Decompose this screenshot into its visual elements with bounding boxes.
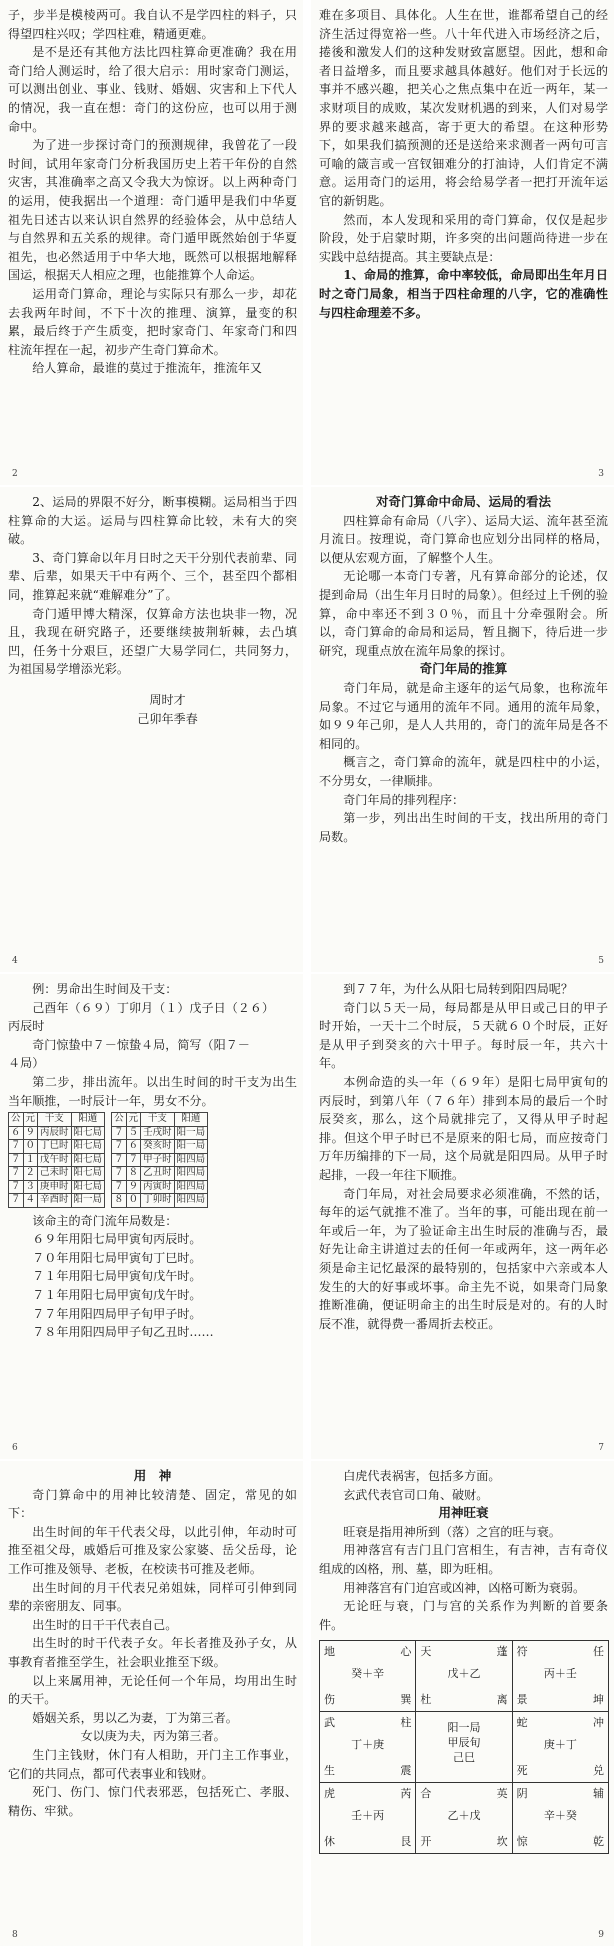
table-cell: 甲子时 xyxy=(141,1153,175,1167)
table-cell: 丙辰时 xyxy=(38,1126,72,1140)
column-header: 阳遁 xyxy=(174,1113,208,1127)
table-cell: 阳四局 xyxy=(174,1153,208,1167)
table-cell: ３ xyxy=(23,1180,38,1194)
table-cell: 丁巳时 xyxy=(38,1140,72,1154)
page-7 xyxy=(311,974,614,1459)
palace-door: 景 xyxy=(516,1692,528,1706)
palace-trigram: 乾 xyxy=(593,1834,604,1848)
table-cell: 阳四局 xyxy=(174,1194,208,1208)
paragraph: 3、奇门算命以年月日时之天干分别代表前辈、同辈、后辈，如果天干中有两个、三个，甚至四个都相同，推算起来就“难解难分”了。 xyxy=(8,550,297,602)
paragraph: 2、运局的界限不好分，断事模糊。运局相当于四柱算命的大运。运局与四柱算命比较，未有大的突破。 xyxy=(8,495,297,547)
paragraph: 奇门惊蛰中７－惊蛰４局，简写（阳７－ xyxy=(32,1037,250,1052)
table-cell: ７ xyxy=(112,1126,127,1140)
table-row xyxy=(9,1180,105,1194)
palace-cell-qian xyxy=(512,1783,608,1854)
paragraph: 丙辰时 xyxy=(8,1019,45,1034)
paragraph: 为了进一步探讨奇门的预测规律，我曾花了一段时间，试用年家奇门分析我国历史上若干年份的自然灾害，其准确率之高又令我大为惊讶。以上两种奇门的运用，使我据出一个道理：奇门遁甲是我们中华夏祖先日述古以来认识自然界的经验体会，从中总结人与自然界和五关系的规律。奇门遁甲既然始创于华夏祖先，也必然适用于中华大地，既然可以根据地解释国运，根据天人相应之理，也能推算个人命运。 xyxy=(8,138,297,283)
page-9 xyxy=(311,1461,614,1946)
table-row xyxy=(112,1180,208,1194)
page-6 xyxy=(0,974,303,1459)
page-6-content xyxy=(8,980,297,1342)
table-cell: 阳四局 xyxy=(174,1167,208,1181)
table-cell: 庚申时 xyxy=(38,1180,72,1194)
paragraph: 然而，本人发现和采用的奇门算命，仅仅是起步阶段，处于启蒙时期，许多突的出问题尚待进一步在实践中总结提高。其主要缺点是： xyxy=(319,212,608,264)
palace-star: 冲 xyxy=(593,1716,604,1730)
paragraph: 奇门以５天一局，每局都是从甲日或己日的甲子时开始，一天十二个时辰，５天就６０个时辰，正好是从甲子到癸亥的六十甲子。每时辰一年，共六十年。 xyxy=(319,1000,608,1071)
annual-cycle-tables xyxy=(8,1112,297,1208)
table-cell: 阳一局 xyxy=(174,1140,208,1154)
table-row xyxy=(9,1140,105,1154)
list-item: ７１年用阳七局甲寅旬戊午时。 xyxy=(32,1269,202,1284)
page-4-content xyxy=(8,493,297,728)
palace-cell-center xyxy=(416,1712,512,1783)
paragraph: 奇门年局的排列程序： xyxy=(343,792,465,807)
paragraph: 1、命局的推算，命中率较低，命局即出生年月日时之奇门局象，相当于四柱命理的八字，它的准确性与四柱命理差不多。 xyxy=(319,268,608,320)
palace-row xyxy=(320,1783,609,1854)
paragraph: 第一步，列出出生时间的干支，找出所用的奇门局数。 xyxy=(319,811,608,844)
table-cell: 壬戌时 xyxy=(141,1126,175,1140)
table-cell: ７ xyxy=(112,1153,127,1167)
table-row xyxy=(112,1140,208,1154)
palace-deity: 虎 xyxy=(324,1787,335,1801)
palace-star: 任 xyxy=(593,1645,604,1659)
annual-bureau-list xyxy=(8,1212,297,1342)
palace-deity: 蛇 xyxy=(516,1716,528,1730)
table-cell: ７ xyxy=(9,1140,24,1154)
cycle-table-right xyxy=(111,1112,208,1208)
palace-door: 开 xyxy=(420,1834,432,1848)
table-cell: ６ xyxy=(9,1126,24,1140)
palace-stems: 辛＋癸 xyxy=(543,1809,577,1823)
paragraph: 生门主钱财，休门有人相助，开门主工作事业，它们的共同点，都可代表事业和钱财。 xyxy=(8,1747,297,1781)
table-cell: 阳四局 xyxy=(174,1180,208,1194)
section-heading: 用神旺衰 xyxy=(438,1505,489,1521)
palace-deity: 符 xyxy=(516,1645,528,1659)
table-cell: ７ xyxy=(9,1180,24,1194)
palace-stems: 庚＋丁 xyxy=(543,1738,577,1752)
palace-door: 伤 xyxy=(324,1692,335,1706)
table-header-row xyxy=(9,1113,105,1127)
paragraph: 死门、伤门、惊门代表邪恶，包括死亡、孝服、精伤、牢狱。 xyxy=(8,1785,297,1818)
palace-stems: 丁＋庚 xyxy=(351,1738,385,1752)
table-cell: ０ xyxy=(126,1194,141,1208)
table-cell: ７ xyxy=(9,1194,24,1208)
table-cell: ７ xyxy=(9,1153,24,1167)
paragraph: 奇门算命中的用神比较清楚、固定，常见的如下： xyxy=(8,1487,297,1521)
palace-trigram: 坎 xyxy=(496,1834,508,1848)
table-cell: 辛酉时 xyxy=(38,1194,72,1208)
nine-palace-chart xyxy=(319,1640,609,1854)
table-cell: ７ xyxy=(112,1167,127,1181)
paragraph: 己酉年（６９）丁卯月（１）戊子日（２６） xyxy=(32,1000,275,1015)
page-number: 6 xyxy=(12,1443,18,1453)
palace-trigram: 震 xyxy=(400,1763,412,1777)
table-cell: 己未时 xyxy=(38,1167,72,1181)
paragraph: 概言之，奇门算命的流年，就是四柱中的小运，不分男女，一律顺排。 xyxy=(319,755,608,788)
table-cell: 阳七局 xyxy=(71,1167,105,1181)
page-9-content xyxy=(319,1467,608,1854)
palace-door: 死 xyxy=(516,1763,528,1777)
page-3 xyxy=(311,0,614,485)
table-cell: ０ xyxy=(23,1140,38,1154)
paragraph: 用神落宫有门迫宫或凶神，凶格可断为衰弱。 xyxy=(343,1580,586,1595)
paragraph: 玄武代表官司口角、破财。 xyxy=(343,1487,489,1502)
table-row xyxy=(112,1167,208,1181)
palace-door: 生 xyxy=(324,1763,335,1777)
paragraph: 到７７年，为什么从阳七局转到阳四局呢？ xyxy=(343,982,573,996)
page-number: 3 xyxy=(598,469,604,479)
table-cell: 阳一局 xyxy=(174,1126,208,1140)
table-cell: 丁卯时 xyxy=(141,1194,175,1208)
table-cell: ８ xyxy=(112,1194,127,1208)
paragraph: 是不是还有其他方法比四柱算命更准确？我在用奇门给人测运时，给了很大启示：用时家奇门测运，可以测出创业、事业、钱财、婚姻、灾害和上下代人的情况，我一直在想：奇门的这份应，也可以用于测命中。 xyxy=(8,45,297,134)
paragraph: 婚姻关系，男以乙为妻，丁为第三者。 xyxy=(32,1710,238,1725)
page-2-content xyxy=(8,6,297,378)
table-cell: 阳七局 xyxy=(71,1153,105,1167)
palace-cell-kun xyxy=(512,1641,608,1712)
page-5-content xyxy=(319,493,608,846)
palace-star: 芮 xyxy=(400,1787,412,1801)
palace-trigram: 坤 xyxy=(593,1692,604,1706)
table-cell: 乙丑时 xyxy=(141,1167,175,1181)
table-row xyxy=(112,1153,208,1167)
table-cell: ４ xyxy=(23,1194,38,1208)
paragraph: 旺衰是指用神所到（落）之宫的旺与衰。 xyxy=(343,1524,561,1539)
cycle-table-left xyxy=(8,1112,105,1208)
table-cell: 丙寅时 xyxy=(141,1180,175,1194)
table-row xyxy=(9,1126,105,1140)
table-cell: ７ xyxy=(112,1180,127,1194)
table-cell: ６ xyxy=(126,1140,141,1154)
column-header: 干支 xyxy=(141,1113,175,1127)
palace-trigram: 巽 xyxy=(400,1692,412,1706)
paragraph: 用神落宫有吉门且门宫相生，有吉神，吉有奇仪组成的凶格，刑、墓，即为旺相。 xyxy=(319,1543,608,1576)
column-header: 元 xyxy=(126,1113,141,1127)
section-heading: 对奇门算命中命局、运局的看法 xyxy=(375,494,551,509)
palace-deity: 天 xyxy=(420,1645,432,1659)
table-row xyxy=(9,1167,105,1181)
column-header: 阳遁 xyxy=(71,1113,105,1127)
table-cell: 阳七局 xyxy=(71,1140,105,1154)
palace-stems: 癸＋辛 xyxy=(351,1667,385,1681)
paragraph: 本例命造的头一年（６９年）是阳七局甲寅旬的丙辰时，到第八年（７６年）排到本局的最后一个时辰癸亥，那么，这个局就排完了，又得从甲子时起排。但这个甲子时已不是原来的阳七局，而应按奇门万年历编排的下一局，这个局就是阳四局。从甲子时起排，一段一年往下顺推。 xyxy=(319,1074,608,1182)
signature-date: 己卯年季春 xyxy=(137,711,198,726)
table-cell: ７ xyxy=(112,1140,127,1154)
column-header: 公 xyxy=(9,1113,24,1127)
palace-star: 心 xyxy=(400,1645,412,1659)
paragraph: 出生时的日干干代表自己。 xyxy=(32,1617,178,1632)
table-cell: 阳一局 xyxy=(71,1194,105,1208)
palace-deity: 地 xyxy=(324,1645,335,1659)
paragraph: 四柱算命有命局（八字）、运局大运、流年甚至流月流日。按理说，奇门算命也应划分出同样的格局，以便从宏观方面，了解整个人生。 xyxy=(319,513,608,565)
palace-cell-xun xyxy=(320,1641,416,1712)
paragraph: 出生时的时干代表子女。年长者推及孙子女，从事教育者推至学生，社会职业推至下级。 xyxy=(8,1636,297,1669)
paragraph: 子，步半是模棱两可。我自认不是学四柱的料子，只得望四柱兴叹；学四柱难，精通更难。 xyxy=(8,8,297,41)
page-number: 4 xyxy=(12,956,18,966)
table-cell: ７ xyxy=(126,1153,141,1167)
page-7-content xyxy=(319,980,608,1333)
palace-door: 惊 xyxy=(516,1834,528,1848)
paragraph: 无论哪一本奇门专著，凡有算命部分的论述，仅提到命局（出生年月日时的局象）。但经过上千例的验算，命中率还不到３０％，而且十分牵强附会。所以，奇门算命的命局和运局，暂且搁下，待后进一步研究，现重点放在流年局象的探讨。 xyxy=(319,569,608,658)
page-3-content xyxy=(319,6,608,322)
palace-cell-zhen xyxy=(320,1712,416,1783)
palace-trigram: 离 xyxy=(496,1692,508,1706)
palace-deity: 武 xyxy=(324,1716,335,1730)
table-row xyxy=(112,1126,208,1140)
palace-star: 辅 xyxy=(593,1787,604,1801)
table-cell: 阳七局 xyxy=(71,1126,105,1140)
page-8-content xyxy=(8,1467,297,1820)
palace-center-label: 阳一局 甲辰旬 己巳 xyxy=(447,1721,481,1765)
page-number: 9 xyxy=(598,1930,604,1940)
table-row xyxy=(112,1194,208,1208)
list-item: 该命主的奇门流年局数是： xyxy=(32,1213,178,1228)
palace-deity: 阴 xyxy=(516,1787,528,1801)
column-header: 元 xyxy=(23,1113,38,1127)
palace-cell-li xyxy=(416,1641,512,1712)
page-2 xyxy=(0,0,303,485)
paragraph: 出生时间的年干代表父母，以此引伸，年动时可推至祖父母，戚婚后可推及家公家婆、岳父岳母，论工作可推及领导、老板，在校读书可推及老师。 xyxy=(8,1524,297,1576)
page-number: 8 xyxy=(12,1930,18,1940)
list-item: ６９年用阳七局甲寅旬丙辰时。 xyxy=(32,1232,202,1247)
palace-door: 杜 xyxy=(420,1692,432,1706)
page-number: 5 xyxy=(598,956,604,966)
palace-door: 休 xyxy=(324,1834,335,1848)
paragraph: 奇门遁甲博大精深，仅算命方法也块非一物，况且，我现在研究路子，还要继续披荆斩棘，去凸填凹，任务十分艰巨，还望广大易学同仁，共同努力，为祖国易学增添光彩。 xyxy=(8,606,297,677)
paragraph: 奇门年局，对社会局要求必须准确，不然的话，每年的运气就推不准了。当年的事，可能出现在前一年或后一年，为了验证命主出生时辰的准确与否，最好先让命主讲道过去的任何一年或两年，这一两年必须是命主记忆最深的最特别的，包括家中六亲或本人发生的大的好事或坏事。命主先不说，如果奇门局象推断准确，便证明命主的出生时辰是对的。有的人时辰不准，就得费一番周折去校正。 xyxy=(319,1186,608,1331)
table-row xyxy=(9,1194,105,1208)
palace-cell-dui xyxy=(512,1712,608,1783)
palace-row xyxy=(320,1641,609,1712)
palace-star: 柱 xyxy=(400,1716,412,1730)
palace-stems: 戊＋乙 xyxy=(447,1667,481,1681)
list-item: ７８年用阳四局甲子旬乙丑时…… xyxy=(32,1325,214,1340)
table-cell: ９ xyxy=(126,1180,141,1194)
table-cell: ５ xyxy=(126,1126,141,1140)
palace-deity: 合 xyxy=(420,1787,432,1801)
paragraph: 例：男命出生时间及干支： xyxy=(32,982,178,996)
table-cell: 戊午时 xyxy=(38,1153,72,1167)
page-8 xyxy=(0,1461,303,1946)
page-5 xyxy=(311,487,614,972)
palace-stems: 乙＋戊 xyxy=(447,1809,481,1823)
page-number: 2 xyxy=(12,469,18,479)
palace-stems: 丙＋壬 xyxy=(543,1667,577,1681)
column-header: 干支 xyxy=(38,1113,72,1127)
paragraph: 无论旺与衰，门与宫的关系作为判断的首要条件。 xyxy=(319,1599,608,1632)
palace-star: 蓬 xyxy=(496,1645,508,1659)
table-header-row xyxy=(112,1113,208,1127)
section-heading: 奇门年局的推算 xyxy=(419,661,508,677)
palace-stems: 壬＋丙 xyxy=(351,1809,385,1823)
paragraph: 奇门年局，就是命主逐年的运气局象，也称流年局象。不过它与通用的流年不同。通用的流年局象，如９９年己卯，是人人共用的，奇门的流年局是各不相同的。 xyxy=(319,680,608,751)
list-item: ７０年用阳七局甲寅旬丁巳时。 xyxy=(32,1250,202,1265)
paragraph: ４局） xyxy=(8,1056,45,1071)
table-cell: 癸亥时 xyxy=(141,1140,175,1154)
author-signature: 周时才 xyxy=(149,692,186,707)
palace-cell-kan xyxy=(416,1783,512,1854)
palace-row xyxy=(320,1712,609,1783)
paragraph: 运用奇门算命，理论与实际只有那么一步，却花去我两年时间，不下十次的推理、演算，量变的积累，最后终于产生质变，把时家奇门、年家奇门和四柱流年捏在一起，初步产生奇门算命术。 xyxy=(8,286,297,357)
paragraph: 以上来属用神，无论任何一个年局，均用出生时的天干。 xyxy=(8,1673,297,1707)
palace-star: 英 xyxy=(496,1787,508,1801)
palace-trigram: 兑 xyxy=(593,1763,604,1777)
paragraph: 给人算命，最谁的莫过于推流年，推流年又 xyxy=(32,361,262,376)
list-item: ７７年用阳四局甲子旬甲子时。 xyxy=(32,1306,202,1321)
table-cell: 阳七局 xyxy=(71,1180,105,1194)
section-heading: 用 神 xyxy=(133,1468,172,1483)
paragraph: 出生时间的月干代表兄弟姐妹，同样可引伸到同辈的亲密朋友、同事。 xyxy=(8,1580,297,1614)
paragraph: 白虎代表祸害，包括多方面。 xyxy=(343,1469,501,1483)
table-cell: ８ xyxy=(126,1167,141,1181)
table-row xyxy=(9,1153,105,1167)
paragraph: 难在多项目、具体化。人生在世，谁都希望自己的经济生活过得宽裕一些。八十年代进入市场经济之后，捲後和激发人们的这种发财致富愿望。因此，想和命者日益增多，而且要求越具体越好。他们对于长远的事并不感兴趣，把关心之焦点集中在近一两年，某一求财项目的成败，某次发财机遇的到来，人们对易学界的要求越来越高，寄于更大的希望。在这种形势下，如果我们搞预测的还是送给来求测者一两句可言可喻的箴言或一宫钗钿难分的打油诗，人们肯定不满意。运用奇门的运用，将会给易学者一把打开流年运官的新钥匙。 xyxy=(319,8,608,208)
list-item: ７１年用阳七局甲寅旬戊午时。 xyxy=(32,1288,202,1303)
column-header: 公 xyxy=(112,1113,127,1127)
table-cell: １ xyxy=(23,1153,38,1167)
table-cell: ７ xyxy=(9,1167,24,1181)
table-cell: ２ xyxy=(23,1167,38,1181)
page-number: 7 xyxy=(598,1443,604,1453)
paragraph: 第二步，排出流年。以出生时间的时干支为出生当年顺推，一时辰计一年，男女不分。 xyxy=(8,1074,297,1108)
paragraph: 女以庚为夫，丙为第三者。 xyxy=(80,1729,226,1744)
table-cell: ９ xyxy=(23,1126,38,1140)
page-4 xyxy=(0,487,303,972)
palace-trigram: 艮 xyxy=(400,1834,412,1848)
palace-cell-gen xyxy=(320,1783,416,1854)
